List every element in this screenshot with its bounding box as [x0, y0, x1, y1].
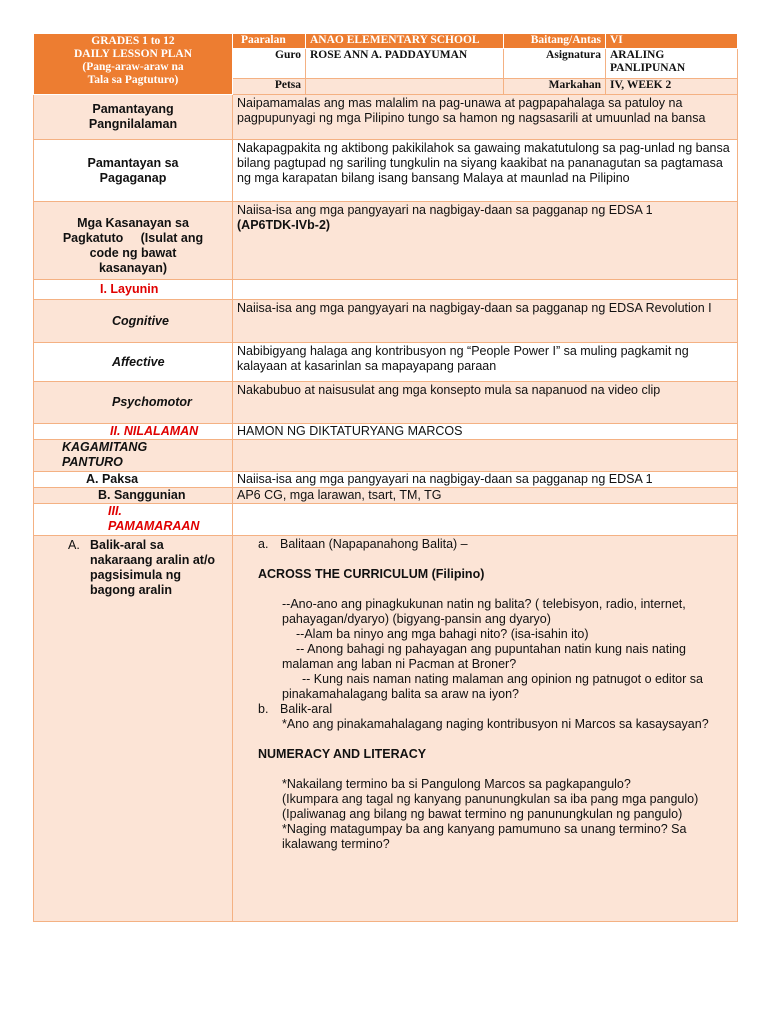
procedure-b-text: Balik-aral: [280, 702, 333, 716]
question-3-text: -- Anong bahagi ng pahayagan ang pupuntahan natin kung nais nating malaman ang laban ni Pacman at Broner?: [282, 642, 686, 671]
psychomotor-label: Psychomotor: [34, 382, 233, 424]
pamantayang-label: Pamantayang Pangnilalaman: [34, 95, 233, 140]
layunin-value: [233, 280, 738, 300]
numeracy-question-1: *Nakailang termino ba si Pangulong Marcos sa pagkapangulo?: [282, 777, 631, 791]
kagamitan-value: [233, 440, 738, 472]
kagamitan-label: KAGAMITANG PANTURO: [34, 440, 233, 472]
kasanayan-label: [34, 202, 233, 280]
sanggunian-value: AP6 CG, mga larawan, tsart, TM, TG: [233, 488, 738, 504]
header-title-line4: Tala sa Pagtuturo): [87, 74, 179, 86]
numeracy-question-3: (Ipaliwanag ang bilang ng bawat termino ng panunungkulan ng pangulo): [282, 807, 683, 821]
asignatura-label: Asignatura: [504, 49, 606, 79]
pagaganap-value: Nakapagpakita ng aktibong pakikilahok sa gawaing makatutulong sa pag-unlad ng bansa bilang pagtupad ng sariling tungkulin na siyang kaakibat na pananagutan sa pagtamasa ng mga karapatan bilang isang bansang Malaya at maunlad na Pilipino: [233, 140, 738, 202]
procedure-a-number: a.: [258, 537, 269, 551]
pamamaraan-label-text: III. PAMAMARAAN: [108, 504, 200, 533]
procedure-item-a-text: Balik-aral sa nakaraang aralin at/o pagsisimula ng bagong aralin: [90, 538, 216, 597]
baitang-value: VI: [606, 34, 738, 49]
header-title-line1: GRADES 1 to 12: [91, 35, 175, 47]
nilalaman-label: [34, 424, 233, 440]
lesson-plan-table: [33, 33, 738, 922]
cognitive-label: Cognitive: [34, 300, 233, 343]
paksa-value: Naiisa-isa ang mga pangyayari na nagbigay-daan sa pagganap ng EDSA 1: [233, 472, 738, 488]
procedure-b-number: b.: [258, 702, 269, 716]
procedure-a: [258, 537, 725, 552]
kasanayan-label-text: Mga Kasanayan sa Pagkatuto (Isulat ang code ng bawat kasanayan): [62, 216, 207, 275]
sanggunian-label: B. Sanggunian: [34, 488, 233, 504]
paksa-label: A. Paksa: [34, 472, 233, 488]
psychomotor-value: Nakabubuo at naisusulat ang mga konsepto mula sa napanuod na video clip: [233, 382, 738, 424]
paaralan-value: ANAO ELEMENTARY SCHOOL: [306, 34, 504, 49]
guro-value: ROSE ANN A. PADDAYUMAN: [306, 49, 504, 79]
procedure-b: [258, 702, 725, 717]
pamamaraan-value: [233, 504, 738, 536]
numeracy-heading: NUMERACY AND LITERACY: [258, 747, 427, 761]
petsa-value: [306, 79, 504, 95]
pamamaraan-label: [34, 504, 233, 536]
question-4-text: -- Kung nais naman nating malaman ang opinion ng patnugot o editor sa pinakamahalagang balita sa araw na iyon?: [282, 672, 703, 701]
header-title-line3: (Pang-araw-araw na: [82, 61, 184, 73]
layunin-label: I. Layunin: [34, 280, 233, 300]
numeracy-question-2: (Ikumpara ang tagal ng kanyang panunungkulan sa iba pang mga pangulo): [282, 792, 699, 806]
affective-label: Affective: [34, 343, 233, 382]
question-4: [258, 672, 725, 702]
markahan-value: IV, WEEK 2: [606, 79, 738, 95]
pagaganap-label: Pamantayan sa Pagaganap: [34, 140, 233, 202]
procedure-a-text: Balitaan (Napapanahong Balita) –: [280, 537, 468, 551]
header-title: [34, 34, 233, 95]
petsa-label: Petsa: [233, 79, 306, 95]
procedure-item-a: [68, 538, 228, 598]
pamantayang-value: Naipamamalas ang mas malalim na pag-unawa at pagpapahalaga sa patuloy na pagpupunyagi ng mga Pilipino tungo sa hamon ng nagsasarili at umuunlad na bansa: [233, 95, 738, 140]
kasanayan-text: Naiisa-isa ang mga pangyayari na nagbigay-daan sa pagganap ng EDSA 1: [237, 203, 653, 217]
kasanayan-code: (AP6TDK-IVb-2): [237, 218, 331, 232]
kasanayan-value: [233, 202, 738, 280]
baitang-label: Baitang/Antas: [504, 34, 606, 49]
guro-label: Guro: [233, 49, 306, 79]
cognitive-value: Naiisa-isa ang mga pangyayari na nagbigay-daan sa pagganap ng EDSA Revolution I: [233, 300, 738, 343]
paaralan-label: Paaralan: [233, 34, 306, 49]
across-curriculum-heading: ACROSS THE CURRICULUM (Filipino): [258, 567, 485, 581]
asignatura-value: ARALING PANLIPUNAN: [606, 49, 738, 79]
question-1: --Ano-ano ang pinagkukunan natin ng balita? ( telebisyon, radio, internet, pahayagan/dyaryo) (bigyang-pansin ang dyaryo): [282, 597, 686, 626]
header-title-line2: DAILY LESSON PLAN: [73, 48, 192, 60]
procedure-left-cell: [34, 536, 233, 922]
nilalaman-value: HAMON NG DIKTATURYANG MARCOS: [233, 424, 738, 440]
markahan-label: Markahan: [504, 79, 606, 95]
question-3: [258, 642, 725, 672]
lesson-plan-document: [33, 33, 737, 922]
affective-value: Nabibigyang halaga ang kontribusyon ng “People Power I” sa muling pagkamit ng kalayaan at kasarinlan sa mapayapang paraan: [233, 343, 738, 382]
nilalaman-label-text: II. NILALAMAN: [110, 424, 199, 438]
procedure-item-a-number: A.: [68, 538, 80, 552]
numeracy-question-4: *Naging matagumpay ba ang kanyang pamumuno sa unang termino? Sa ikalawang termino?: [282, 822, 687, 851]
procedure-b-question: *Ano ang pinakamahalagang naging kontribusyon ni Marcos sa kasaysayan?: [282, 717, 709, 731]
procedure-right-cell: [233, 536, 738, 922]
question-2: --Alam ba ninyo ang mga bahagi nito? (isa-isahin ito): [296, 627, 589, 641]
